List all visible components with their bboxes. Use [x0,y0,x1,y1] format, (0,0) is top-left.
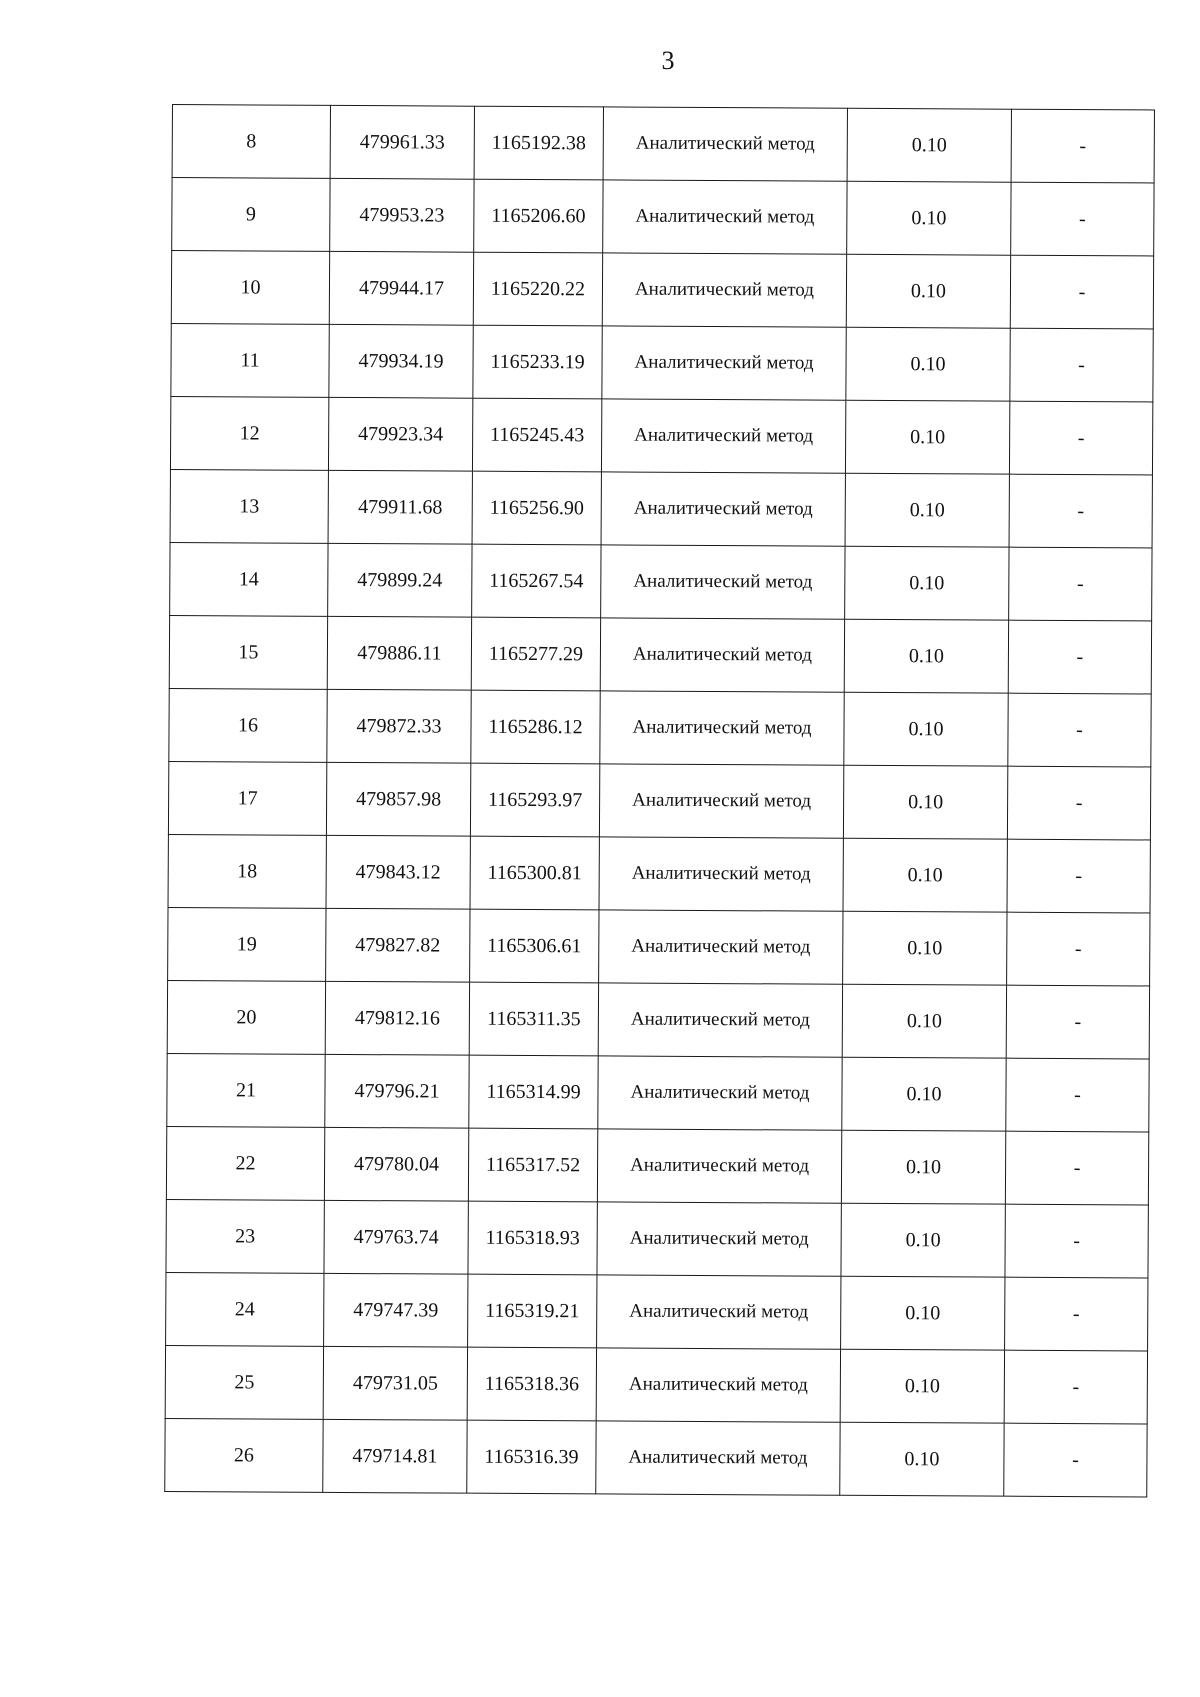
x-coordinate-cell: 479843.12 [326,835,470,909]
table-row [166,1272,1148,1350]
method-cell: Аналитический метод [599,764,843,838]
note-cell: - [1010,255,1153,329]
table-row [165,1418,1147,1496]
note-cell: - [1006,1058,1149,1132]
table-row [169,688,1151,766]
y-coordinate-cell: 1165245.43 [472,398,601,472]
accuracy-cell: 0.10 [841,1203,1005,1277]
point-number-cell: 16 [169,688,327,762]
point-number-cell: 14 [170,542,328,616]
x-coordinate-cell: 479953.23 [330,178,474,252]
point-number-cell: 25 [165,1345,323,1419]
table-row [168,907,1150,985]
note-cell: - [1007,839,1150,913]
table-row [166,1126,1148,1204]
x-coordinate-cell: 479899.24 [328,543,472,617]
y-coordinate-cell: 1165206.60 [474,179,603,253]
coordinates-table-body [165,105,1155,1497]
accuracy-cell: 0.10 [845,473,1009,547]
method-cell: Аналитический метод [596,1348,840,1422]
y-coordinate-cell: 1165306.61 [470,909,599,983]
accuracy-cell: 0.10 [841,1130,1005,1204]
table-row [172,178,1154,256]
note-cell: - [1005,1204,1148,1278]
method-cell: Аналитический метод [602,326,846,400]
method-cell: Аналитический метод [597,1202,841,1276]
x-coordinate-cell: 479731.05 [323,1346,467,1420]
y-coordinate-cell: 1165293.97 [470,763,599,837]
y-coordinate-cell: 1165317.52 [468,1128,597,1202]
note-cell: - [1005,1131,1148,1205]
table-row [166,1199,1148,1277]
method-cell: Аналитический метод [603,107,847,181]
table-row [172,105,1154,183]
point-number-cell: 17 [168,761,326,835]
note-cell: - [1011,182,1154,256]
accuracy-cell: 0.10 [845,400,1009,474]
method-cell: Аналитический метод [599,837,843,911]
note-cell: - [1004,1423,1147,1497]
x-coordinate-cell: 479747.39 [324,1273,468,1347]
y-coordinate-cell: 1165286.12 [471,690,600,764]
coordinates-table [164,104,1155,1497]
point-number-cell: 24 [166,1272,324,1346]
method-cell: Аналитический метод [597,1129,841,1203]
y-coordinate-cell: 1165300.81 [470,836,599,910]
y-coordinate-cell: 1165311.35 [469,982,598,1056]
note-cell: - [1009,474,1152,548]
y-coordinate-cell: 1165277.29 [471,617,600,691]
table-row [168,834,1150,912]
point-number-cell: 26 [165,1418,323,1492]
point-number-cell: 9 [172,178,330,252]
note-cell: - [1009,401,1152,475]
y-coordinate-cell: 1165318.93 [468,1201,597,1275]
accuracy-cell: 0.10 [844,619,1008,693]
point-number-cell: 21 [167,1053,325,1127]
accuracy-cell: 0.10 [843,838,1007,912]
table-row [171,323,1153,401]
y-coordinate-cell: 1165316.39 [467,1420,596,1494]
x-coordinate-cell: 479911.68 [328,470,472,544]
x-coordinate-cell: 479796.21 [325,1054,469,1128]
y-coordinate-cell: 1165233.19 [473,325,602,399]
x-coordinate-cell: 479923.34 [328,397,472,471]
point-number-cell: 20 [167,980,325,1054]
table-row [167,980,1149,1058]
x-coordinate-cell: 479944.17 [329,251,473,325]
point-number-cell: 12 [170,396,328,470]
x-coordinate-cell: 479872.33 [327,689,471,763]
accuracy-cell: 0.10 [846,327,1010,401]
note-cell: - [1008,693,1151,767]
table-row [170,396,1152,474]
y-coordinate-cell: 1165267.54 [472,544,601,618]
method-cell: Аналитический метод [597,1275,841,1349]
method-cell: Аналитический метод [600,691,844,765]
method-cell: Аналитический метод [601,472,845,546]
table-row [170,469,1152,547]
y-coordinate-cell: 1165220.22 [473,252,602,326]
accuracy-cell: 0.10 [846,254,1010,328]
page-number: 3 [661,46,675,75]
x-coordinate-cell: 479857.98 [326,762,470,836]
x-coordinate-cell: 479780.04 [324,1127,468,1201]
method-cell: Аналитический метод [601,545,845,619]
method-cell: Аналитический метод [596,1421,840,1495]
accuracy-cell: 0.10 [847,108,1011,182]
accuracy-cell: 0.10 [843,911,1007,985]
accuracy-cell: 0.10 [847,181,1011,255]
x-coordinate-cell: 479886.11 [327,616,471,690]
note-cell: - [1004,1350,1147,1424]
method-cell: Аналитический метод [601,399,845,473]
y-coordinate-cell: 1165319.21 [468,1274,597,1348]
x-coordinate-cell: 479827.82 [326,908,470,982]
accuracy-cell: 0.10 [845,546,1009,620]
table-row [170,542,1152,620]
y-coordinate-cell: 1165192.38 [474,106,603,180]
accuracy-cell: 0.10 [841,1276,1005,1350]
table-row [171,251,1153,329]
point-number-cell: 18 [168,834,326,908]
method-cell: Аналитический метод [600,618,844,692]
table-row [165,1345,1147,1423]
table-row [168,761,1150,839]
point-number-cell: 22 [166,1126,324,1200]
x-coordinate-cell: 479812.16 [325,981,469,1055]
x-coordinate-cell: 479714.81 [323,1419,467,1493]
y-coordinate-cell: 1165314.99 [469,1055,598,1129]
note-cell: - [1008,620,1151,694]
point-number-cell: 10 [171,251,329,325]
accuracy-cell: 0.10 [844,692,1008,766]
table-row [169,615,1151,693]
note-cell: - [1007,766,1150,840]
point-number-cell: 23 [166,1199,324,1273]
point-number-cell: 19 [168,907,326,981]
point-number-cell: 13 [170,469,328,543]
accuracy-cell: 0.10 [842,1057,1006,1131]
x-coordinate-cell: 479961.33 [330,105,474,179]
x-coordinate-cell: 479763.74 [324,1200,468,1274]
x-coordinate-cell: 479934.19 [329,324,473,398]
y-coordinate-cell: 1165256.90 [472,471,601,545]
method-cell: Аналитический метод [598,1056,842,1130]
method-cell: Аналитический метод [598,983,842,1057]
note-cell: - [1009,547,1152,621]
point-number-cell: 11 [171,323,329,397]
point-number-cell: 15 [169,615,327,689]
table-row [167,1053,1149,1131]
accuracy-cell: 0.10 [840,1422,1004,1496]
accuracy-cell: 0.10 [842,984,1006,1058]
note-cell: - [1005,1277,1148,1351]
note-cell: - [1010,328,1153,402]
method-cell: Аналитический метод [599,910,843,984]
method-cell: Аналитический метод [603,180,847,254]
note-cell: - [1011,109,1154,183]
point-number-cell: 8 [172,105,330,179]
note-cell: - [1006,985,1149,1059]
note-cell: - [1007,912,1150,986]
accuracy-cell: 0.10 [843,765,1007,839]
method-cell: Аналитический метод [602,253,846,327]
y-coordinate-cell: 1165318.36 [467,1347,596,1421]
accuracy-cell: 0.10 [840,1349,1004,1423]
